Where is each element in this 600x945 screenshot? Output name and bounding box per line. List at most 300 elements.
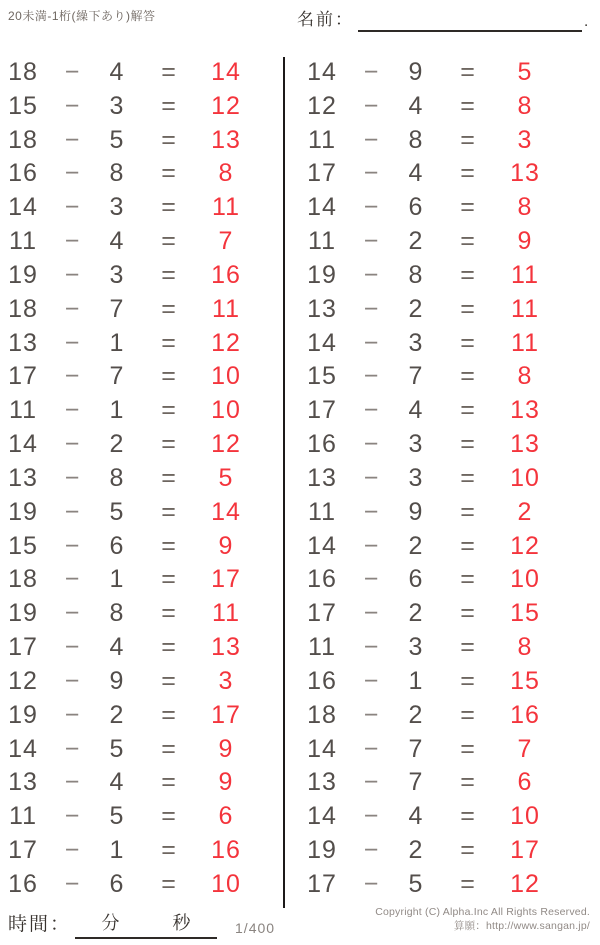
minus-sign: − [64,836,81,865]
answer: 10 [211,396,241,425]
equals-sign: = [460,463,476,492]
minuend: 14 [307,328,337,357]
subtrahend: 4 [408,396,424,425]
minuend: 11 [308,497,336,526]
minuend: 17 [307,159,337,188]
time-field-row [8,909,275,939]
answer: 13 [510,396,540,425]
equals-sign: = [161,768,177,797]
minus-sign: − [363,58,380,86]
subtrahend: 8 [109,463,125,492]
equals-sign: = [161,531,177,560]
problem-row [299,733,599,766]
equals-sign: = [161,497,177,526]
problem-row [0,631,284,664]
minuend: 17 [8,836,38,865]
answer: 14 [211,497,241,526]
page-number: 1/400 [235,920,276,936]
minus-sign: − [363,294,380,323]
equals-sign: = [460,666,476,695]
minuend: 11 [308,125,336,154]
minuend: 13 [307,463,337,492]
minuend: 18 [307,700,337,729]
answer: 13 [510,159,540,188]
subtrahend: 4 [408,159,424,188]
minus-sign: − [64,328,81,357]
problem-row [0,360,284,393]
subtrahend: 6 [109,531,125,560]
page-title: 20未満-1桁(繰下あり)解答 [8,9,156,23]
equals-sign: = [161,734,177,763]
minus-sign: − [363,125,380,154]
minuend: 14 [307,802,337,831]
minus-sign: − [64,227,81,256]
equals-sign: = [460,396,476,425]
minuend: 19 [307,836,337,865]
problem-row [0,496,284,529]
minus-sign: − [64,260,81,289]
equals-sign: = [161,396,177,425]
name-line-period: . [584,14,588,30]
subtrahend: 6 [109,869,125,898]
problem-row [0,868,284,901]
subtrahend: 7 [109,294,125,323]
answer: 11 [212,193,240,222]
problem-column-right [299,56,599,901]
answer: 16 [510,700,540,729]
answer: 12 [211,430,241,459]
subtrahend: 8 [408,125,424,154]
problem-row [299,665,599,698]
answer: 7 [517,734,533,763]
answer: 9 [218,531,234,560]
answer: 10 [211,362,241,391]
answer: 10 [510,802,540,831]
answer: 9 [218,768,234,797]
answer: 3 [517,125,533,154]
answer: 11 [212,599,240,628]
equals-sign: = [161,869,177,898]
equals-sign: = [161,91,177,120]
answer: 3 [218,666,234,695]
minus-sign: − [363,430,380,459]
problem-row [0,462,284,495]
problem-row [0,327,284,360]
minus-sign: − [363,768,380,797]
equals-sign: = [460,328,476,357]
minus-sign: − [363,260,380,289]
equals-sign: = [460,362,476,391]
problem-row [0,800,284,833]
equals-sign: = [161,633,177,662]
equals-sign: = [161,802,177,831]
problem-row [0,766,284,799]
subtrahend: 3 [408,463,424,492]
minuend: 19 [307,260,337,289]
equals-sign: = [460,227,476,256]
minus-sign: − [64,396,81,425]
subtrahend: 3 [408,633,424,662]
subtrahend: 7 [109,362,125,391]
answer: 17 [211,700,241,729]
problem-row [0,124,284,157]
answer: 11 [212,294,240,323]
equals-sign: = [161,836,177,865]
problem-row [0,225,284,258]
minus-sign: − [64,125,81,154]
minus-sign: − [64,58,81,86]
minuend: 14 [8,734,38,763]
subtrahend: 6 [408,565,424,594]
subtrahend: 4 [109,227,125,256]
subtrahend: 8 [109,159,125,188]
equals-sign: = [161,260,177,289]
minuend: 18 [8,565,38,594]
minuend: 14 [8,193,38,222]
problem-row [299,225,599,258]
minus-sign: − [64,700,81,729]
minuend: 18 [8,125,38,154]
minuend: 19 [8,599,38,628]
minus-sign: − [363,91,380,120]
subtrahend: 6 [408,193,424,222]
minus-sign: − [64,565,81,594]
minus-sign: − [363,734,380,763]
minuend: 17 [307,869,337,898]
answer: 7 [218,227,234,256]
subtrahend: 2 [408,599,424,628]
answer: 8 [517,91,533,120]
answer: 11 [511,328,539,357]
equals-sign: = [161,328,177,357]
equals-sign: = [460,91,476,120]
minuend: 15 [8,91,38,120]
equals-sign: = [460,294,476,323]
equals-sign: = [161,294,177,323]
problem-row [0,597,284,630]
answer: 12 [510,531,540,560]
subtrahend: 2 [408,836,424,865]
minuend: 14 [307,734,337,763]
minuend: 19 [8,260,38,289]
subtrahend: 1 [408,666,424,695]
subtrahend: 8 [408,260,424,289]
minuend: 12 [307,91,337,120]
minuend: 13 [8,768,38,797]
problem-row [299,56,599,89]
problem-row [299,191,599,224]
subtrahend: 5 [109,802,125,831]
minuend: 11 [308,633,336,662]
answer: 15 [510,599,540,628]
minus-sign: − [64,362,81,391]
answer: 12 [211,91,241,120]
minus-sign: − [64,599,81,628]
subtrahend: 9 [408,497,424,526]
minus-sign: − [64,91,81,120]
problem-row [0,563,284,596]
minus-sign: − [64,802,81,831]
minuend: 18 [8,58,38,86]
minus-sign: − [363,666,380,695]
minus-sign: − [363,497,380,526]
problem-row [299,90,599,123]
subtrahend: 7 [408,768,424,797]
minuend: 17 [307,599,337,628]
minus-sign: − [64,869,81,898]
problem-row [299,496,599,529]
subtrahend: 3 [408,430,424,459]
minus-sign: − [363,565,380,594]
equals-sign: = [161,193,177,222]
minus-sign: − [64,193,81,222]
minus-sign: − [363,633,380,662]
subtrahend: 4 [109,58,125,86]
minus-sign: − [363,599,380,628]
answer: 13 [510,430,540,459]
equals-sign: = [460,260,476,289]
problem-row [0,293,284,326]
subtrahend: 7 [408,734,424,763]
answer: 8 [517,633,533,662]
copyright-notice [375,906,590,933]
subtrahend: 1 [109,396,125,425]
minuend: 15 [8,531,38,560]
answer: 11 [511,260,539,289]
minuend: 11 [9,227,37,256]
minus-sign: − [64,734,81,763]
problem-row [299,157,599,190]
answer: 10 [510,463,540,492]
answer: 8 [218,159,234,188]
minus-sign: − [363,836,380,865]
minus-sign: − [363,531,380,560]
subtrahend: 4 [408,802,424,831]
minus-sign: − [64,666,81,695]
answer: 10 [510,565,540,594]
problem-row [299,428,599,461]
problem-row [0,56,284,89]
equals-sign: = [161,565,177,594]
answer: 17 [211,565,241,594]
name-field-row [297,4,588,32]
equals-sign: = [460,430,476,459]
equals-sign: = [460,58,476,86]
problem-row [299,462,599,495]
equals-sign: = [460,497,476,526]
equals-sign: = [460,700,476,729]
answer: 13 [211,633,241,662]
answer: 12 [510,869,540,898]
problem-row [299,563,599,596]
answer: 11 [511,294,539,323]
equals-sign: = [161,125,177,154]
problem-row [0,665,284,698]
minuend: 13 [307,294,337,323]
name-blank-line [358,4,582,32]
minuend: 14 [8,430,38,459]
minuend: 12 [8,666,38,695]
answer: 2 [517,497,533,526]
answer: 8 [517,193,533,222]
seconds-label: 秒 [172,913,191,933]
minuend: 17 [307,396,337,425]
subtrahend: 2 [109,430,125,459]
minus-sign: − [363,159,380,188]
minus-sign: − [363,328,380,357]
minus-sign: − [363,802,380,831]
equals-sign: = [161,227,177,256]
minuend: 13 [307,768,337,797]
equals-sign: = [161,700,177,729]
subtrahend: 2 [408,227,424,256]
minuend: 16 [307,666,337,695]
subtrahend: 9 [408,58,424,86]
problem-row [0,90,284,123]
minuend: 15 [307,362,337,391]
problem-row [0,191,284,224]
problem-row [0,834,284,867]
equals-sign: = [161,58,177,86]
subtrahend: 1 [109,565,125,594]
minuend: 11 [308,227,336,256]
problem-row [299,530,599,563]
minus-sign: − [64,463,81,492]
problem-row [0,259,284,292]
equals-sign: = [460,159,476,188]
subtrahend: 5 [109,125,125,154]
minuend: 14 [307,193,337,222]
problem-row [299,124,599,157]
minus-sign: − [363,227,380,256]
equals-sign: = [460,193,476,222]
equals-sign: = [460,802,476,831]
equals-sign: = [161,599,177,628]
subtrahend: 2 [109,700,125,729]
equals-sign: = [460,125,476,154]
minuend: 14 [307,531,337,560]
minuend: 19 [8,700,38,729]
problem-row [299,293,599,326]
minus-sign: − [64,159,81,188]
minuend: 11 [9,396,37,425]
answer: 15 [510,666,540,695]
column-divider [283,57,285,908]
minuend: 16 [8,869,38,898]
minus-sign: − [64,768,81,797]
equals-sign: = [460,531,476,560]
subtrahend: 3 [109,91,125,120]
answer: 9 [218,734,234,763]
equals-sign: = [460,768,476,797]
problems-area [0,56,600,908]
subtrahend: 4 [408,91,424,120]
answer: 17 [510,836,540,865]
subtrahend: 2 [408,531,424,560]
minuend: 17 [8,633,38,662]
answer: 12 [211,328,241,357]
equals-sign: = [460,836,476,865]
minus-sign: − [363,396,380,425]
minus-sign: − [363,869,380,898]
minuend: 16 [307,565,337,594]
problem-row [0,394,284,427]
equals-sign: = [161,159,177,188]
equals-sign: = [460,599,476,628]
time-label: 時間： [8,914,72,935]
equals-sign: = [460,565,476,594]
name-label: 名前： [297,10,354,29]
minus-sign: − [363,193,380,222]
subtrahend: 5 [109,734,125,763]
subtrahend: 4 [109,633,125,662]
answer: 13 [211,125,241,154]
minuend: 16 [8,159,38,188]
minuend: 16 [307,430,337,459]
problem-row [0,157,284,190]
problem-row [299,360,599,393]
minus-sign: − [64,531,81,560]
answer: 14 [211,58,241,86]
subtrahend: 9 [109,666,125,695]
minuend: 19 [8,497,38,526]
problem-row [299,800,599,833]
answer: 16 [211,836,241,865]
subtrahend: 3 [408,328,424,357]
minuend: 13 [8,463,38,492]
answer: 5 [218,463,234,492]
minus-sign: − [363,700,380,729]
answer: 6 [517,768,533,797]
copyright-line-1: Copyright (C) Alpha.Inc All Rights Reserved. [375,906,590,918]
minuend: 14 [307,58,337,86]
subtrahend: 3 [109,260,125,289]
equals-sign: = [161,430,177,459]
subtrahend: 8 [109,599,125,628]
equals-sign: = [460,633,476,662]
problem-row [299,631,599,664]
subtrahend: 5 [109,497,125,526]
minus-sign: − [64,294,81,323]
minus-sign: − [64,633,81,662]
minus-sign: − [64,430,81,459]
subtrahend: 4 [109,768,125,797]
answer: 10 [211,869,241,898]
subtrahend: 1 [109,836,125,865]
problem-row [0,733,284,766]
problem-row [299,834,599,867]
answer: 6 [218,802,234,831]
minus-sign: − [363,463,380,492]
equals-sign: = [161,666,177,695]
answer: 8 [517,362,533,391]
problem-row [299,766,599,799]
equals-sign: = [161,362,177,391]
equals-sign: = [161,463,177,492]
problem-row [299,259,599,292]
minus-sign: − [363,362,380,391]
answer: 16 [211,260,241,289]
minuend: 17 [8,362,38,391]
problem-row [299,327,599,360]
copyright-line-2: 算願：http://www.sangan.jp/ [453,919,590,932]
subtrahend: 7 [408,362,424,391]
problem-row [299,597,599,630]
answer: 5 [517,58,533,86]
subtrahend: 2 [408,294,424,323]
subtrahend: 3 [109,193,125,222]
minuend: 13 [8,328,38,357]
